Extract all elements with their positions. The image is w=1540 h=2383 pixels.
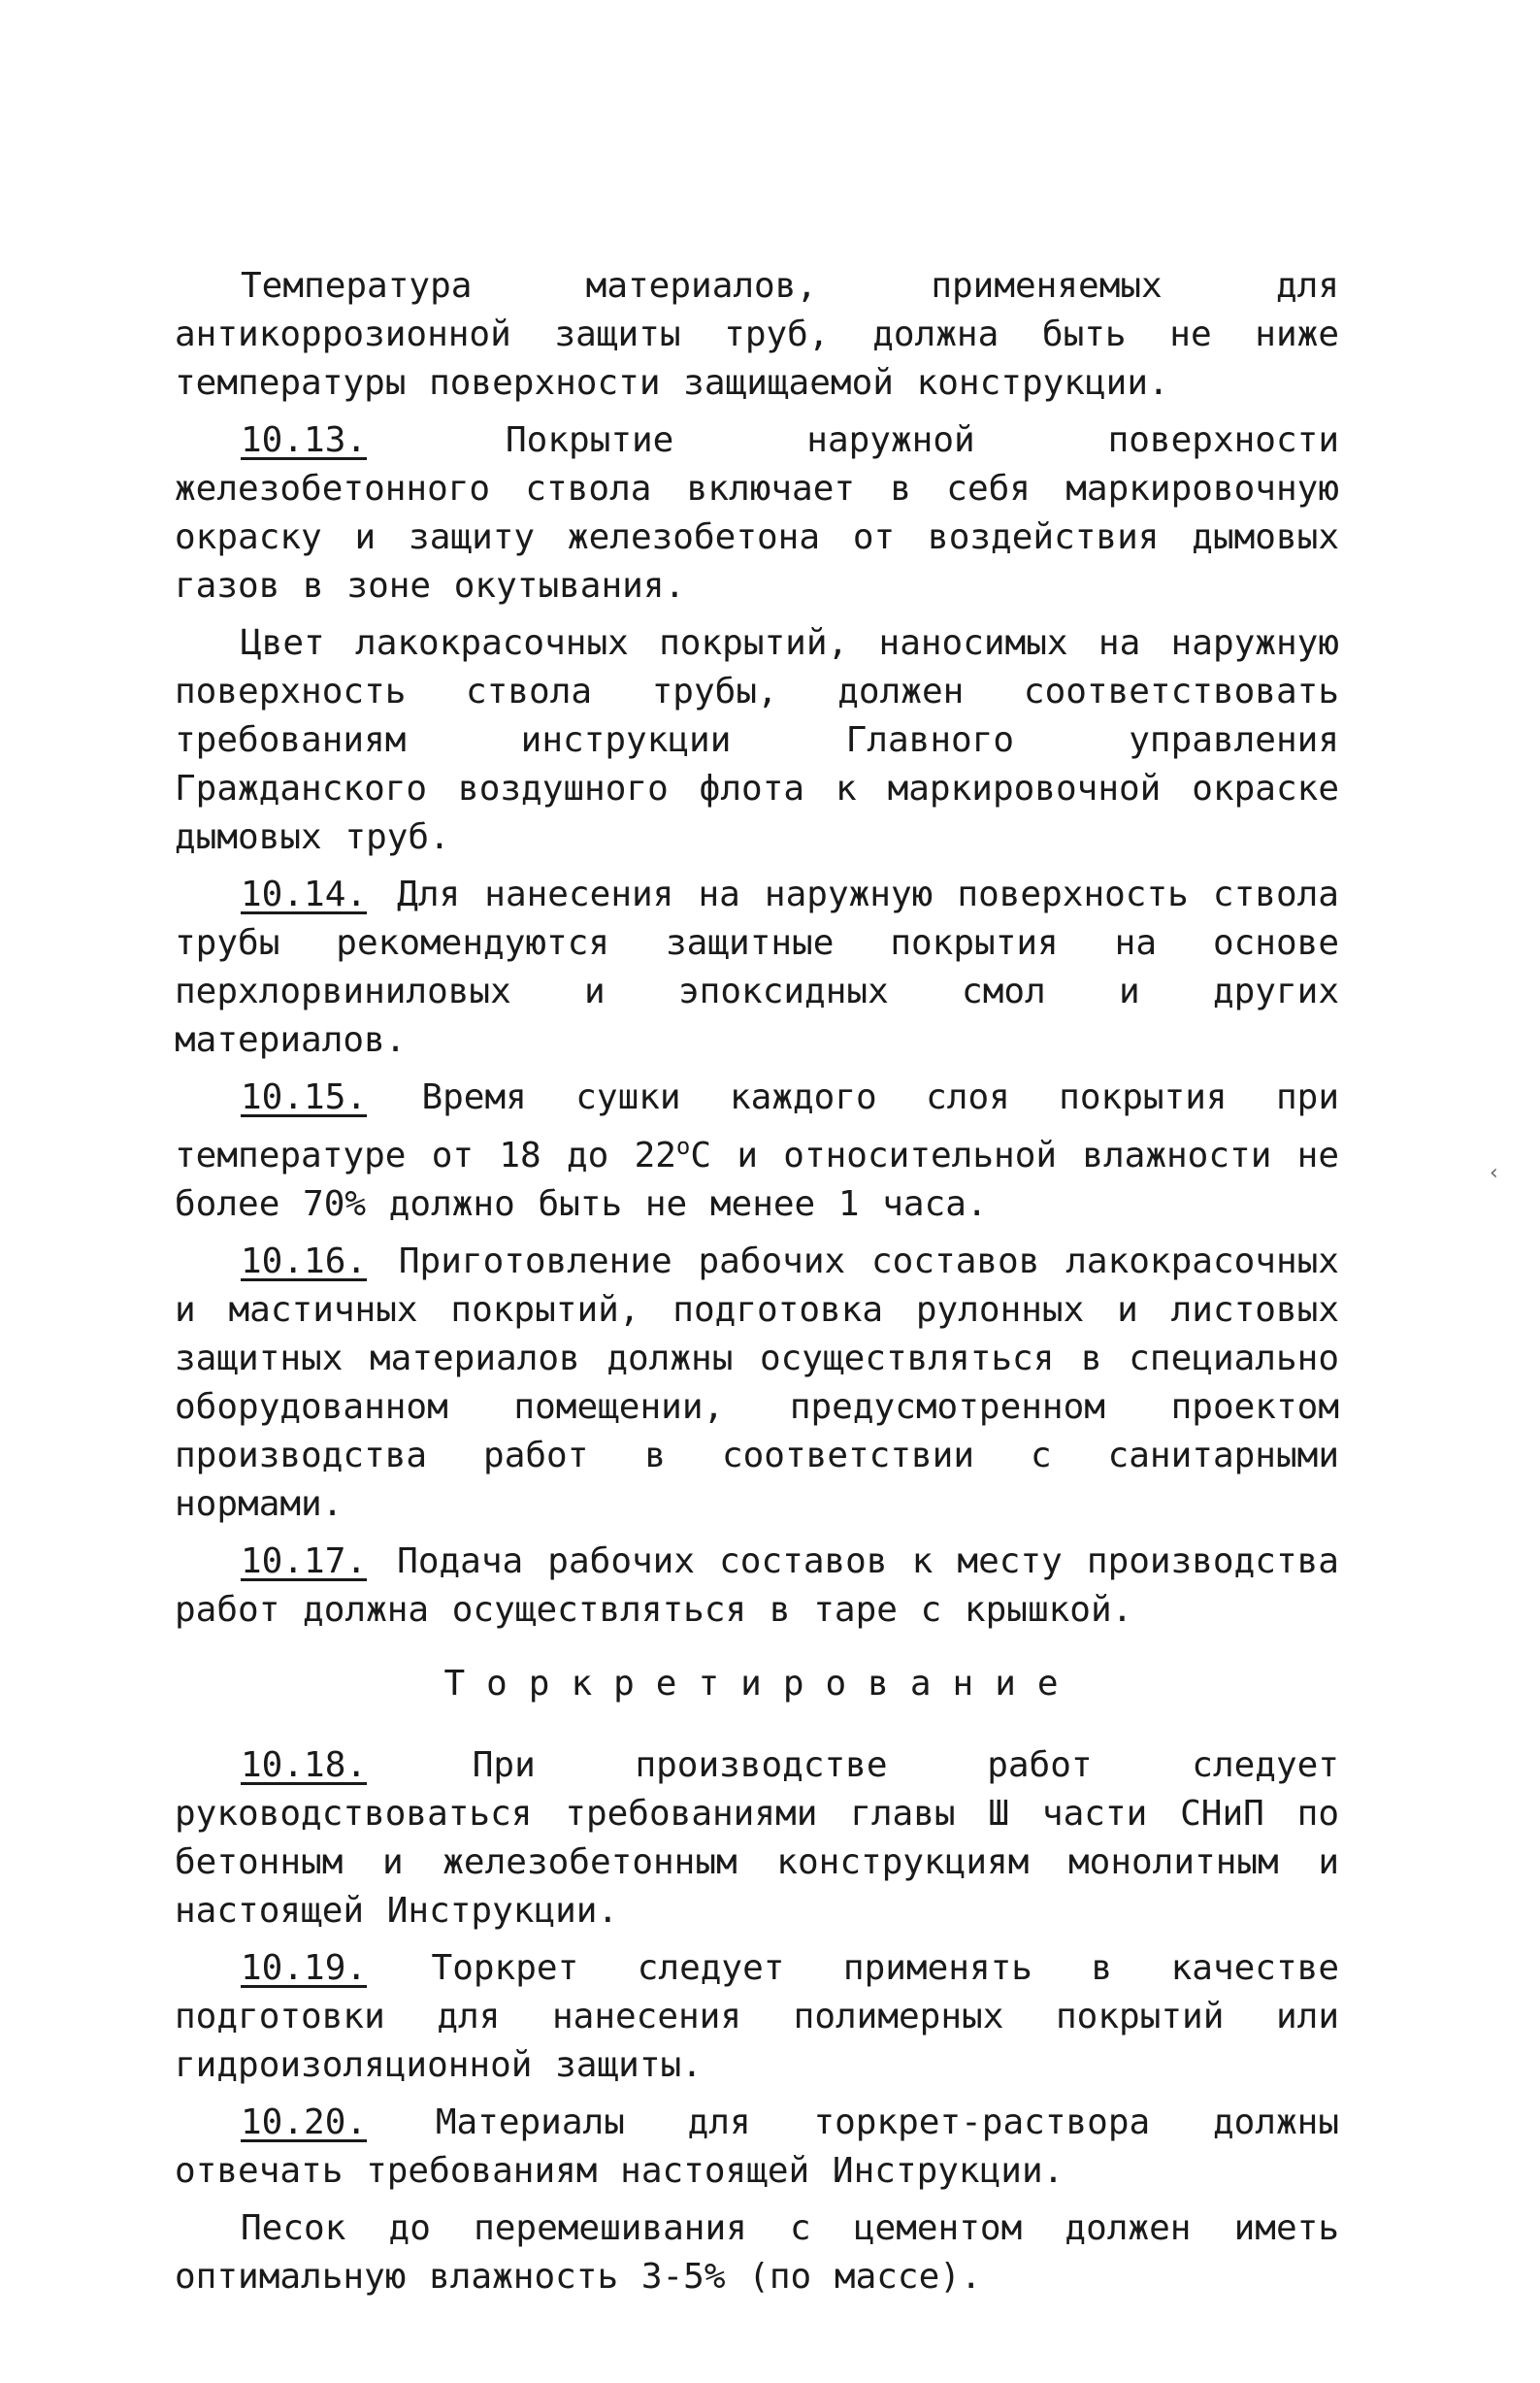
paragraph-material-temperature [175,262,1339,408]
paragraph-sand-moisture [175,2204,1339,2301]
paragraph-text: Цвет лакокрасочных покрытий, наносимых на наружную поверхность ствола трубы, должен соответствовать требованиям инструкции Главного управления Гражданского воздушного флота к маркировочной окраске дымовых труб. [175,623,1339,857]
paragraph-10-19 [175,1944,1339,2090]
paragraph-number: 10.13. [241,420,368,460]
section-heading: Торкретирование [443,1664,1080,1704]
paragraph-coating-color [175,619,1339,862]
paragraph-10-16 [175,1238,1339,1529]
paragraph-10-20 [175,2099,1339,2196]
paragraph-text: Покрытие наружной поверхности железобетонного ствола включает в себя маркировочную окраску и защиту железобетона от воздействия дымовых газов в зоне окутывания. [175,420,1339,606]
paragraph-10-13 [175,416,1339,611]
paragraph-10-18 [175,1741,1339,1936]
paragraph-text: Температура материалов, применяемых для антикоррозионной защиты труб, должна быть не ниже температуры поверхности защищаемой конструкции. [175,266,1339,403]
degree-superscript: о [675,1133,691,1160]
paragraph-text: Подача рабочих составов к месту производства работ должна осуществляться в таре с крышкой. [175,1541,1339,1630]
paragraph-number: 10.16. [241,1241,368,1281]
paragraph-number: 10.20. [241,2102,368,2142]
paragraph-number: 10.19. [241,1948,368,1988]
paragraph-10-15 [175,1074,1339,1229]
paragraph-text: Приготовление рабочих составов лакокрасочных и мастичных покрытий, подготовка рулонных и листовых защитных материалов должны осуществляться в специально оборудованном помещении, предусмотренном проектом производства работ в соответствии с санитарными нормами. [175,1241,1339,1524]
document-page [175,262,1339,2310]
paragraph-text: Песок до перемешивания с цементом должен иметь оптимальную влажность 3-5% (по массе). [175,2208,1339,2297]
paragraph-number: 10.14. [241,875,368,914]
paragraph-10-17 [175,1538,1339,1635]
paragraph-10-14 [175,871,1339,1065]
paragraph-text: Время сушки каждого слоя покрытия при температуре от 18 до 22 [175,1077,1339,1175]
margin-mark: ‹ [1490,1161,1498,1185]
paragraph-number: 10.18. [241,1745,368,1785]
paragraph-number: 10.15. [241,1077,368,1117]
paragraph-text: При производстве работ следует руководствоваться требованиями главы Ш части СНиП по бетонным и железобетонным конструкциям монолитным и настоящей Инструкции. [175,1745,1339,1931]
paragraph-text: Материалы для торкрет-раствора должны отвечать требованиям настоящей Инструкции. [175,2102,1339,2191]
paragraph-text-continued: С и относительной влажности не более 70% должно быть не менее 1 часа. [175,1136,1340,1224]
paragraph-text: Для нанесения на наружную поверхность ствола трубы рекомендуются защитные покрытия на основе перхлорвиниловых и эпоксидных смол и других материалов. [175,875,1339,1060]
paragraph-text: Торкрет следует применять в качестве подготовки для нанесения полимерных покрытий или гидроизоляционной защиты. [175,1948,1339,2085]
paragraph-number: 10.17. [241,1541,368,1581]
